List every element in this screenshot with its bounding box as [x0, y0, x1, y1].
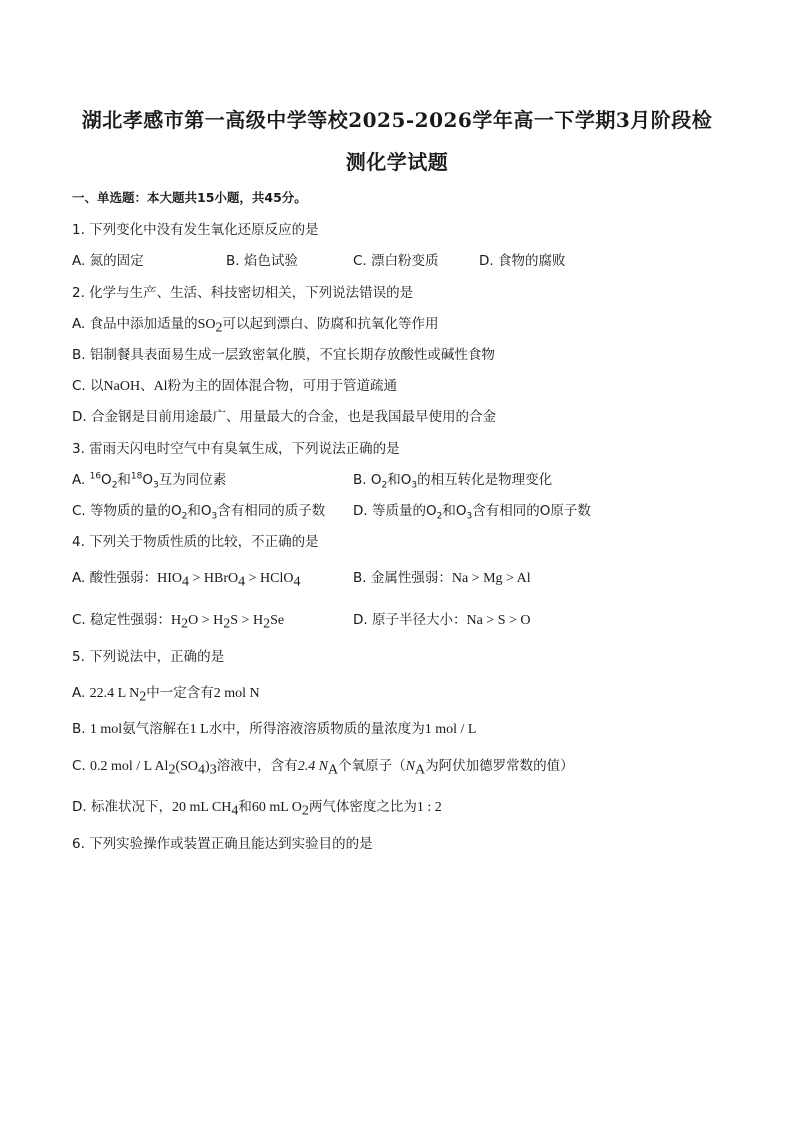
question-1-option-d: D. 食物的腐败 [479, 253, 566, 269]
question-5-option-b: B. 1 mol氨气溶解在1 L水中，所得溶液溶质物质的量浓度为1 mol / L [72, 721, 477, 737]
question-2-option-c: C. 以NaOH、Al粉为主的固体混合物，可用于管道疏通 [72, 378, 398, 394]
question-4-option-d: D. 原子半径大小：Na > S > O [353, 612, 531, 628]
question-2-option-d: D. 合金钢是目前用途最广、用量最大的合金，也是我国最早使用的合金 [72, 409, 496, 425]
question-3-option-b: B. $O_2$和$O_3$的相互转化是物理变化 [353, 472, 553, 491]
question-3-option-a: A. $^{16}O_2$和$^{18}O_3$互为同位素 [72, 471, 227, 491]
question-4-option-a: A. 酸性强弱：$HIO_4$ > HBrO$_4$ > HClO$_4$ [72, 570, 301, 590]
question-1-option-c: C. 漂白粉变质 [353, 253, 439, 269]
question-1-stem: 1. 下列变化中没有发生氧化还原反应的是 [72, 222, 319, 238]
section-heading: 一、单选题：本大题共15小题，共45分。 [72, 190, 307, 205]
question-5-option-c: C. 0.2 mol / L $Al_2(SO_4)_3$溶液中，含有2.4 $N_A$个氧原子（$N_A$为阿伏加德罗常数的值） [72, 758, 574, 778]
exam-title-line1: 湖北孝感市第一高级中学等校2025-2026学年高一下学期3月阶段检 [81, 108, 713, 132]
question-5-option-d: D. 标准状况下，20 mL $CH_4$和60 mL $O_2$两气体密度之比为1 : 2 [72, 799, 442, 819]
question-1-option-a: A. 氮的固定 [72, 253, 144, 269]
question-5-stem: 5. 下列说法中，正确的是 [72, 649, 225, 665]
question-3-stem: 3. 雷雨天闪电时空气中有臭氧生成，下列说法正确的是 [72, 441, 400, 457]
question-2-stem: 2. 化学与生产、生活、科技密切相关，下列说法错误的是 [72, 285, 414, 301]
question-2-option-a: A. 食品中添加适量的$SO_2$可以起到漂白、防腐和抗氧化等作用 [72, 316, 439, 336]
question-6-stem: 6. 下列实验操作或装置正确且能达到实验目的的是 [72, 836, 373, 852]
question-4-option-c: C. 稳定性强弱：$H_2O > H_2S > H_2Se$ [72, 612, 285, 632]
question-5-option-a: A. 22.4 L $N_2$中一定含有2 mol N [72, 685, 260, 705]
question-1-option-b: B. 焰色试验 [226, 253, 298, 269]
question-3-option-c: C. 等物质的量的$O_2$和$O_3$含有相同的质子数 [72, 503, 326, 522]
question-3-option-d: D. 等质量的$O_2$和$O_3$含有相同的O原子数 [353, 503, 591, 522]
question-4-option-b: B. 金属性强弱：Na > Mg > Al [353, 570, 531, 586]
question-4-stem: 4. 下列关于物质性质的比较，不正确的是 [72, 534, 319, 550]
question-2-option-b: B. 铝制餐具表面易生成一层致密氧化膜，不宜长期存放酸性或碱性食物 [72, 347, 495, 363]
exam-title-line2: 测化学试题 [345, 150, 449, 174]
